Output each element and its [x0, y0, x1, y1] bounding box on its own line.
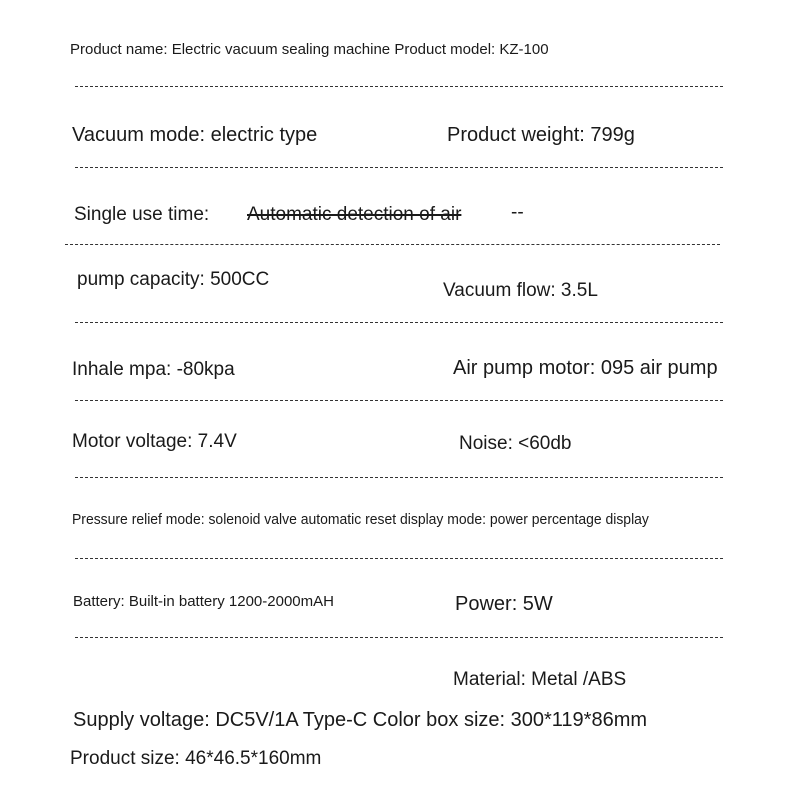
- row-divider: [65, 244, 720, 245]
- single-use-time-value: Automatic detection of air: [247, 204, 462, 225]
- material-text: Material: Metal /ABS: [453, 669, 627, 690]
- vacuum-flow-text: Vacuum flow: 3.5L: [443, 280, 598, 301]
- motor-voltage-text: Motor voltage: 7.4V: [72, 431, 237, 452]
- product-weight-text: Product weight: 799g: [447, 124, 635, 146]
- supply-voltage-color-box-text: Supply voltage: DC5V/1A Type-C Color box size: 300*119*86mm: [73, 709, 648, 731]
- single-use-time-tail: --: [511, 202, 524, 223]
- row-divider: [75, 322, 723, 323]
- row-divider: [75, 558, 723, 559]
- battery-text: Battery: Built-in battery 1200-2000mAH: [73, 593, 334, 610]
- pump-capacity-text: pump capacity: 500CC: [77, 269, 270, 290]
- noise-text: Noise: <60db: [459, 433, 572, 454]
- row-divider: [75, 477, 723, 478]
- product-name-model-text: Product name: Electric vacuum sealing machine Product model: KZ-100: [70, 41, 549, 58]
- row-divider: [75, 400, 723, 401]
- row-divider: [75, 637, 723, 638]
- power-text: Power: 5W: [455, 593, 553, 615]
- air-pump-motor-text: Air pump motor: 095 air pump: [453, 357, 718, 379]
- row-divider: [75, 167, 723, 168]
- inhale-mpa-text: Inhale mpa: -80kpa: [72, 359, 235, 380]
- vacuum-mode-text: Vacuum mode: electric type: [72, 124, 318, 146]
- pressure-relief-display-text: Pressure relief mode: solenoid valve automatic reset display mode: power percentage display: [72, 511, 649, 528]
- product-size-text: Product size: 46*46.5*160mm: [70, 748, 322, 769]
- single-use-time-label: Single use time:: [74, 204, 210, 225]
- row-divider: [75, 86, 723, 87]
